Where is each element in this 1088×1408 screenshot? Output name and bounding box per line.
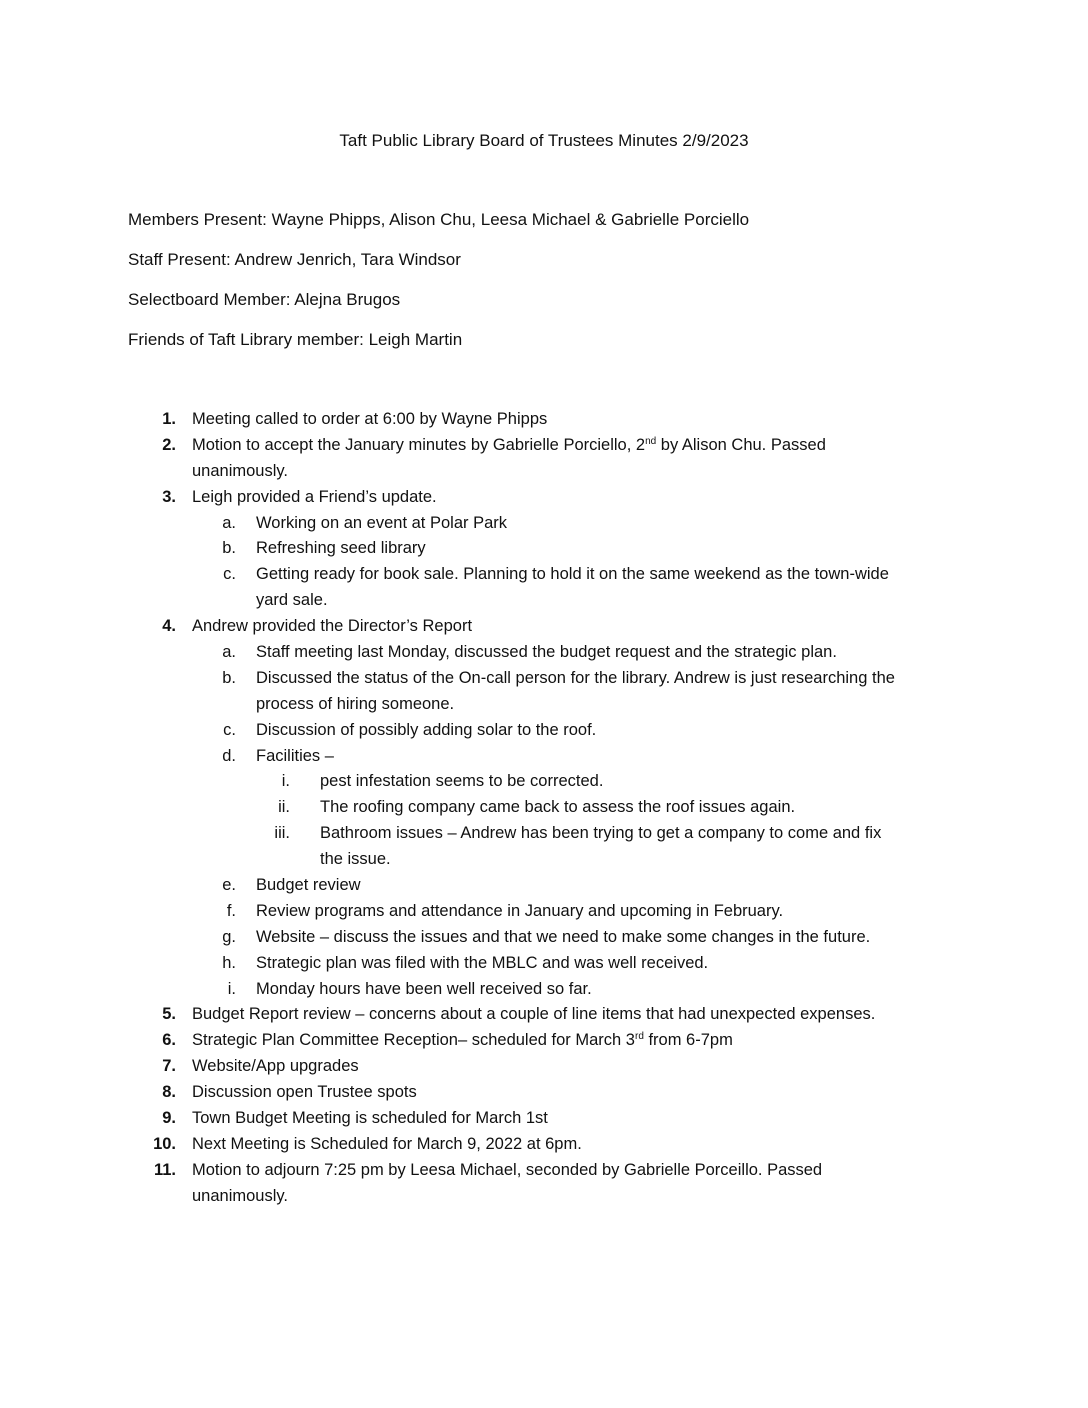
sub-sub-item	[0, 821, 1088, 847]
sub-sub-item-text: The roofing company came back to assess the roof issues again.	[320, 798, 796, 817]
sub-item-continuation	[0, 692, 1088, 718]
sub-item	[0, 536, 1088, 562]
item-text: Motion to adjourn 7:25 pm by Leesa Michael, seconded by Gabrielle Porceillo. Passed	[192, 1160, 823, 1179]
sub-sub-item-text: the issue.	[320, 850, 391, 869]
agenda-item	[0, 1158, 1088, 1184]
sub-item-text: Budget review	[256, 876, 361, 895]
ordinal-suffix: rd	[634, 1031, 644, 1043]
item-text-part: Strategic Plan Committee Reception– scheduled for March 3	[192, 1031, 635, 1050]
agenda-item	[0, 433, 1088, 459]
sub-item	[0, 977, 1088, 1003]
sub-item	[0, 744, 1088, 770]
sub-item-letter: i.	[227, 979, 236, 998]
sub-item	[0, 925, 1088, 951]
sub-sub-item-numeral: iii.	[274, 824, 290, 843]
item-number: 9.	[162, 1109, 176, 1128]
agenda-item	[0, 1106, 1088, 1132]
item-number: 1.	[162, 410, 176, 428]
sub-item	[0, 511, 1088, 537]
agenda-item	[0, 1002, 1088, 1028]
sub-item-text: Discussed the status of the On-call person for the library. Andrew is just researching the	[256, 668, 895, 687]
sub-item-letter: b.	[222, 539, 236, 558]
sub-item-letter: d.	[222, 746, 236, 765]
sub-item	[0, 873, 1088, 899]
sub-sub-item-continuation	[0, 847, 1088, 873]
document-title: Taft Public Library Board of Trustees Minutes 2/9/2023	[339, 131, 749, 150]
item-number: 5.	[162, 1005, 176, 1024]
selectboard-member: Selectboard Member: Alejna Brugos	[128, 290, 401, 309]
friends-member: Friends of Taft Library member: Leigh Martin	[128, 330, 463, 349]
sub-item-text: Website – discuss the issues and that we need to make some changes in the future.	[256, 927, 871, 946]
sub-item-text: Strategic plan was filed with the MBLC and was well received.	[256, 953, 709, 972]
sub-item-text: process of hiring someone.	[256, 694, 455, 713]
sub-item-text: Getting ready for book sale. Planning to hold it on the same weekend as the town-wide	[256, 565, 889, 584]
sub-item-text: Review programs and attendance in January and upcoming in February.	[256, 901, 784, 920]
sub-item-letter: e.	[222, 876, 236, 895]
sub-item	[0, 640, 1088, 666]
item-text: Meeting called to order at 6:00 by Wayne Phipps	[192, 410, 548, 428]
item-number: 4.	[162, 617, 176, 636]
sub-item	[0, 562, 1088, 588]
sub-item	[0, 951, 1088, 977]
agenda-item	[0, 614, 1088, 640]
agenda-item	[0, 1132, 1088, 1158]
item-number: 7.	[162, 1057, 176, 1076]
item-number: 11.	[153, 1160, 176, 1179]
sub-item-letter: b.	[222, 668, 236, 687]
sub-sub-item	[0, 795, 1088, 821]
agenda-item-continuation	[0, 459, 1088, 485]
agenda-item	[0, 1028, 1088, 1054]
item-number: 10.	[153, 1134, 176, 1153]
item-text: Andrew provided the Director’s Report	[192, 617, 473, 636]
item-text: Next Meeting is Scheduled for March 9, 2022 at 6pm.	[192, 1134, 582, 1153]
sub-sub-item	[0, 769, 1088, 795]
sub-item-letter: h.	[222, 953, 236, 972]
sub-item-text: Refreshing seed library	[256, 539, 426, 558]
sub-item-text: Working on an event at Polar Park	[256, 513, 507, 532]
item-number: 2.	[162, 435, 176, 454]
sub-sub-item-text: pest infestation seems to be corrected.	[320, 772, 604, 791]
sub-item-letter: a.	[222, 513, 236, 532]
item-text: unanimously.	[192, 1186, 288, 1205]
agenda-item	[0, 1080, 1088, 1106]
sub-item-text: Staff meeting last Monday, discussed the budget request and the strategic plan.	[256, 643, 837, 662]
sub-sub-item-numeral: i.	[281, 772, 290, 791]
item-number: 8.	[162, 1083, 176, 1102]
agenda-item	[0, 485, 1088, 511]
item-text	[192, 433, 826, 459]
item-text: unanimously.	[192, 461, 288, 480]
sub-item-text: Monday hours have been well received so far.	[256, 979, 592, 998]
ordinal-suffix: nd	[645, 435, 657, 447]
sub-item-letter: f.	[226, 901, 236, 920]
agenda-list	[0, 407, 1088, 1210]
sub-item-text: Discussion of possibly adding solar to the roof.	[256, 720, 597, 739]
sub-item	[0, 666, 1088, 692]
item-text: Discussion open Trustee spots	[192, 1083, 417, 1102]
item-text-part: Motion to accept the January minutes by Gabrielle Porciello, 2	[192, 435, 646, 454]
item-text: Town Budget Meeting is scheduled for March 1st	[192, 1109, 548, 1128]
item-text-part: by Alison Chu. Passed	[656, 435, 826, 454]
agenda-item-continuation	[0, 1184, 1088, 1210]
item-text: Website/App upgrades	[192, 1057, 359, 1076]
members-present: Members Present: Wayne Phipps, Alison Chu, Leesa Michael & Gabrielle Porciello	[128, 210, 750, 229]
agenda-item	[0, 407, 1088, 433]
sub-item-text: yard sale.	[256, 591, 328, 610]
sub-sub-item-text: Bathroom issues – Andrew has been trying to get a company to come and fix	[320, 824, 882, 843]
sub-item-letter: c.	[223, 720, 236, 739]
agenda-item	[0, 1054, 1088, 1080]
sub-item-letter: a.	[222, 643, 236, 662]
item-number: 6.	[162, 1031, 176, 1050]
item-text-part: from 6-7pm	[643, 1031, 733, 1050]
sub-item	[0, 718, 1088, 744]
sub-sub-item-numeral: ii.	[278, 798, 290, 817]
item-text	[192, 1028, 733, 1054]
staff-present: Staff Present: Andrew Jenrich, Tara Windsor	[128, 250, 461, 269]
item-text: Leigh provided a Friend’s update.	[192, 487, 437, 506]
sub-item-continuation	[0, 588, 1088, 614]
sub-item-text: Facilities –	[256, 746, 334, 765]
item-number: 3.	[162, 487, 176, 506]
item-text: Budget Report review – concerns about a couple of line items that had unexpected expenses.	[192, 1005, 876, 1024]
sub-item-letter: g.	[222, 927, 236, 946]
sub-item-letter: c.	[223, 565, 236, 584]
sub-item	[0, 899, 1088, 925]
